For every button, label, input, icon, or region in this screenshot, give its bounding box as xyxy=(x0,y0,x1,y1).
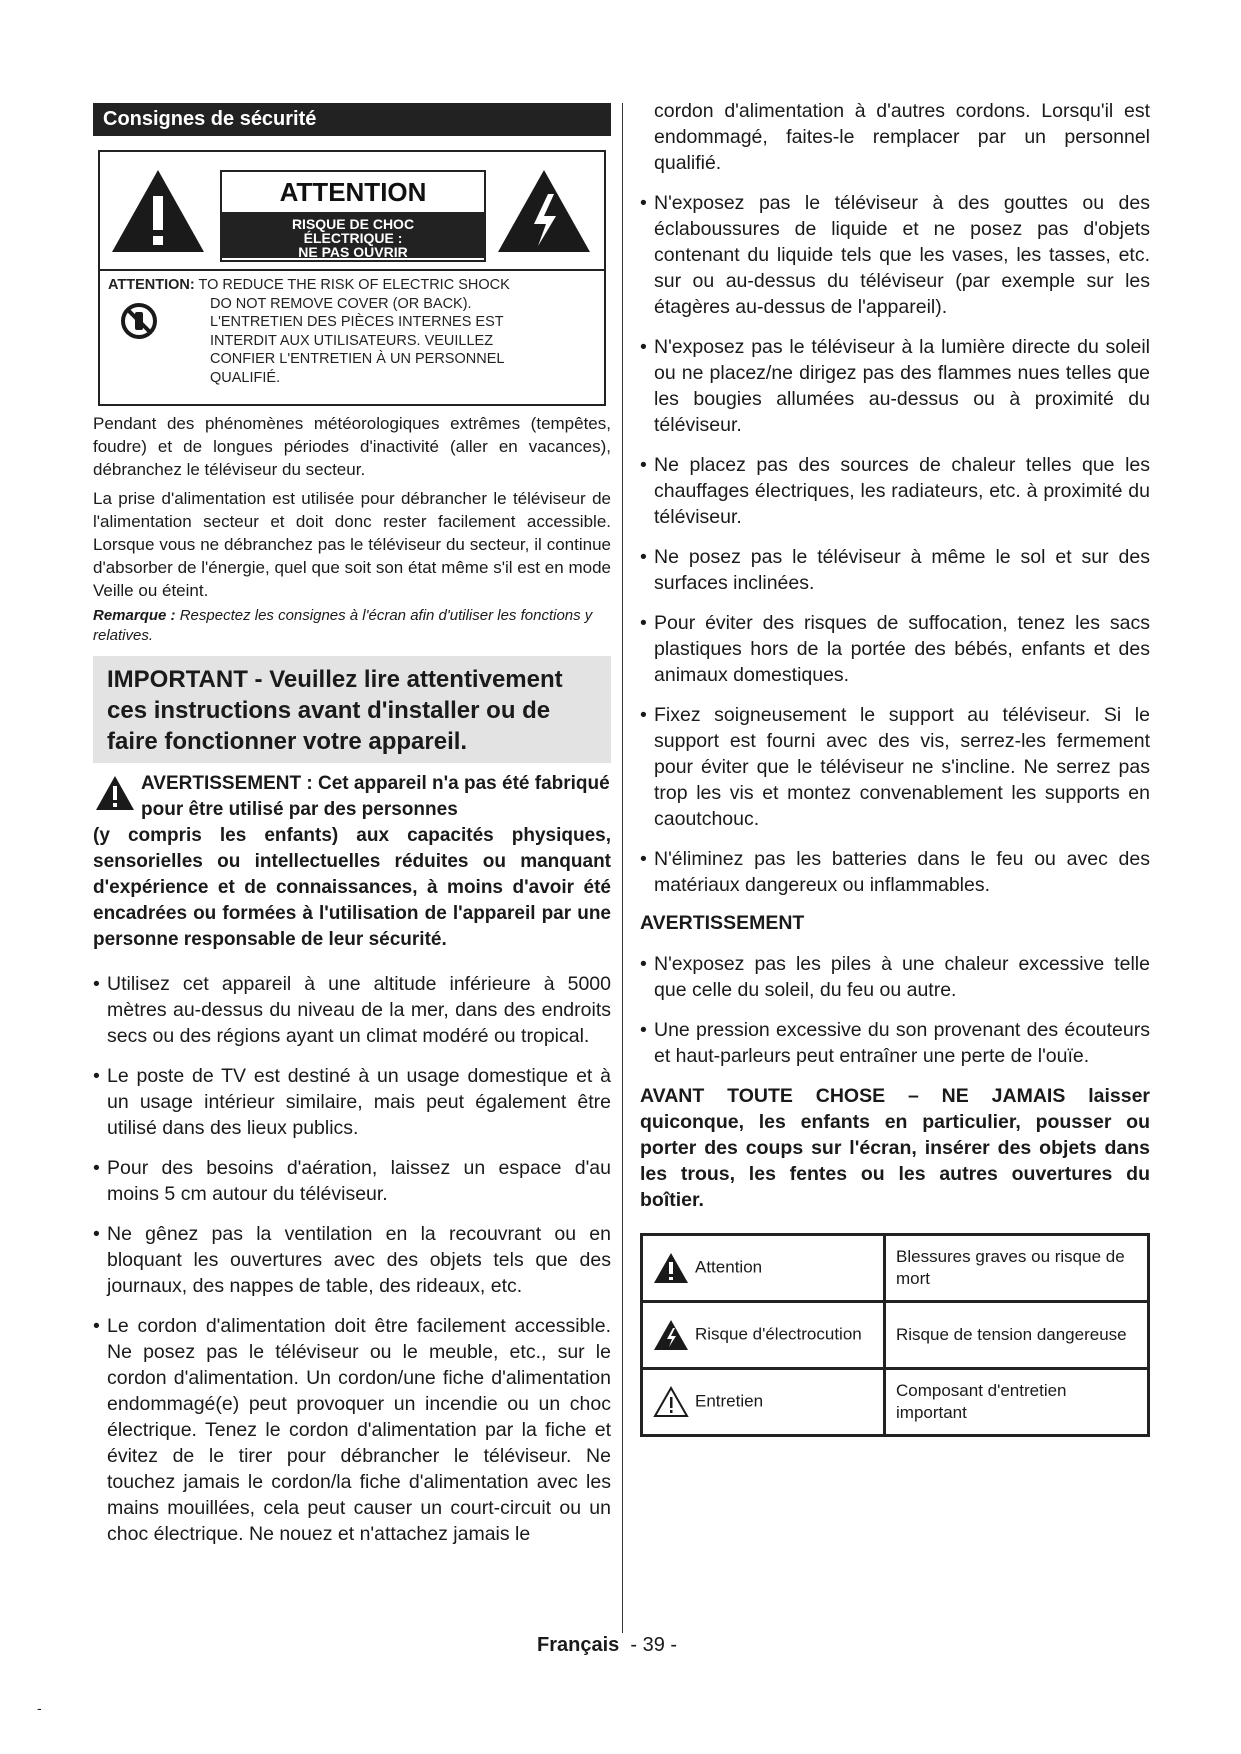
attention-text-line: L'ENTRETIEN DES PIÈCES INTERNES EST xyxy=(210,314,504,330)
list-item: • N'éliminez pas les batteries dans le feu ou avec des matériaux dangereux ou inflammables. xyxy=(640,846,1150,898)
list-item: • Fixez soigneusement le support au téléviseur. Si le support est fourni avec des vis, serrez-les fermement pour éviter que le téléviseur ne s'incline. Ne serrez pas trop les vis et montez convenablement les supports en caoutchouc. xyxy=(640,702,1150,832)
right-column xyxy=(640,98,1150,1437)
column-divider xyxy=(622,103,623,1633)
legend-symbol-cell xyxy=(642,1369,885,1436)
warning-triangle-icon xyxy=(95,775,135,811)
avertissement-paragraph xyxy=(93,771,611,953)
attention-text xyxy=(108,276,596,387)
list-item: • N'exposez pas le téléviseur à la lumière directe du soleil ou ne placez/ne dirigez pas des flammes nues telles que les bougies allumées au-dessus ou à proximité du téléviseur. xyxy=(640,334,1150,438)
exclamation-warning-icon xyxy=(110,168,206,254)
list-item: • Pour des besoins d'aération, laissez un espace d'au moins 5 cm autour du téléviseur. xyxy=(93,1155,611,1207)
warning-triangle-icon xyxy=(653,1252,689,1284)
list-item: • Ne gênez pas la ventilation en la recouvrant ou en bloquant les ouvertures avec des objets tels que des journaux, des nappes de table, des rideaux, etc. xyxy=(93,1221,611,1299)
page-number: - 39 - xyxy=(630,1634,678,1656)
attention-subtitle xyxy=(222,212,484,258)
safety-list-left xyxy=(93,971,611,1547)
list-item: • Utilisez cet appareil à une altitude inférieure à 5000 mètres au-dessus du niveau de la mer, dans des endroits secs ou des régions ayant un climat modéré ou tropical. xyxy=(93,971,611,1049)
legend-label: Entretien xyxy=(695,1391,764,1411)
page-footer xyxy=(537,1634,677,1657)
note-text: Respectez les consignes à l'écran afin d'utiliser les fonctions y relatives. xyxy=(93,607,593,644)
electric-shock-warning-icon xyxy=(496,168,592,254)
footer-language: Français xyxy=(537,1634,620,1656)
legend-symbol-cell xyxy=(642,1235,885,1302)
list-item: • Pour éviter des risques de suffocation, tenez les sacs plastiques hors de la portée des bébés, enfants et des animaux domestiques. xyxy=(640,610,1150,688)
avant-toute-chose-warning: AVANT TOUTE CHOSE – NE JAMAIS laisser quiconque, les enfants en particulier, pousser ou porter des coups sur l'écran, insérer des objets dans les trous, les fentes ou les autres ouvertures du boîtier. xyxy=(640,1085,1150,1211)
note-label: Remarque : xyxy=(93,607,176,624)
safety-list-right xyxy=(640,190,1150,898)
attention-text-line: INTERDIT AUX UTILISATEURS. VEUILLEZ xyxy=(210,332,494,349)
list-item: • Le poste de TV est destiné à un usage domestique et à un usage intérieur similaire, mais peut également être utilisé dans des lieux publics. xyxy=(93,1063,611,1141)
symbol-legend-table xyxy=(640,1233,1150,1437)
attention-sub-line: ÉLECTRIQUE : xyxy=(303,230,403,246)
attention-text-line: QUALIFIÉ. xyxy=(210,369,281,386)
table-row xyxy=(642,1235,1149,1302)
avertissement-heading: AVERTISSEMENT xyxy=(640,912,805,934)
attention-text-line: TO REDUCE THE RISK OF ELECTRIC SHOCK xyxy=(198,277,510,293)
table-row xyxy=(642,1302,1149,1369)
note xyxy=(93,606,611,646)
avertissement-first: AVERTISSEMENT : Cet appareil n'a pas été fabriqué pour être utilisé par des personnes xyxy=(141,773,610,820)
important-notice: IMPORTANT - Veuillez lire attentivement ces instructions avant d'installer ou de faire fonctionner votre appareil. xyxy=(93,656,611,763)
list-item: • N'exposez pas le téléviseur à des gouttes ou des éclaboussures de liquide et ne posez pas d'objets contenant du liquide tels que les vases, les tasses, etc. sur ou au-dessus du téléviseur (par exemple sur les étagères au-dessus de l'appareil). xyxy=(640,190,1150,320)
legend-label: Risque d'électrocution xyxy=(695,1324,862,1344)
attention-label xyxy=(220,170,486,262)
shock-triangle-icon xyxy=(653,1319,689,1351)
warning-divider xyxy=(100,269,604,271)
power-plug-paragraph: La prise d'alimentation est utilisée pour débrancher le téléviseur de l'alimentation secteur et doit donc rester facilement accessible. Lorsque vous ne débranchez pas le téléviseur du secteur, il continue d'absorber de l'énergie, quel que soit son état même s'il est en mode Veille ou éteint. xyxy=(93,489,611,600)
legend-description: Blessures graves ou risque de mort xyxy=(885,1235,1149,1302)
attention-warning-box xyxy=(98,150,606,406)
attention-text-line: CONFIER L'ENTRETIEN À UN PERSONNEL xyxy=(210,351,505,367)
left-column xyxy=(93,103,611,1561)
corner-mark: - xyxy=(37,1700,42,1716)
attention-sub-line: NE PAS OUVRIR xyxy=(298,244,408,260)
legend-symbol-cell xyxy=(642,1302,885,1369)
list-item: • Ne placez pas des sources de chaleur telles que les chauffages électriques, les radiateurs, etc. à proximité du téléviseur. xyxy=(640,452,1150,530)
legend-description: Composant d'entretien important xyxy=(885,1369,1149,1436)
section-title: Consignes de sécurité xyxy=(93,103,611,136)
list-item: • Ne posez pas le téléviseur à même le sol et sur des surfaces inclinées. xyxy=(640,544,1150,596)
list-item: • Une pression excessive du son provenant des écouteurs et haut-parleurs peut entraîner une perte de l'ouïe. xyxy=(640,1017,1150,1069)
legend-description: Risque de tension dangereuse xyxy=(885,1302,1149,1369)
table-row xyxy=(642,1369,1149,1436)
attention-sub-line: RISQUE DE CHOC xyxy=(291,216,415,232)
avertissement-list xyxy=(640,951,1150,1069)
legend-label: Attention xyxy=(695,1257,763,1277)
list-item: • N'exposez pas les piles à une chaleur excessive telle que celle du soleil, du feu ou autre. xyxy=(640,951,1150,1003)
attention-text-line: DO NOT REMOVE COVER (OR BACK). xyxy=(210,295,472,312)
attention-title: ATTENTION xyxy=(279,177,427,207)
outline-triangle-icon xyxy=(653,1386,689,1418)
avertissement-rest: (y compris les enfants) aux capacités physiques, sensorielles ou intellectuelles réduites ou manquant d'expérience et de connaissances, à moins d'avoir été encadrées ou formées à l'utilisation de l'appareil par une personne responsable de leur sécurité. xyxy=(93,825,611,950)
attention-text-label: ATTENTION: xyxy=(108,277,195,293)
list-item: • Le cordon d'alimentation doit être facilement accessible. Ne posez pas le téléviseur ou le meuble, etc., sur le cordon d'alimentation. Un cordon/une fiche d'alimentation endommagé(e) peut provoquer un incendie ou un choc électrique. Tenez le cordon d'alimentation par la fiche et évitez de le tirer pour débrancher le téléviseur. Ne touchez jamais le cordon/la fiche d'alimentation avec les mains mouillées, cela peut causer un court-circuit ou un choc électrique. Ne nouez et n'attachez jamais le xyxy=(93,1313,611,1547)
weather-paragraph: Pendant des phénomènes météorologiques extrêmes (tempêtes, foudre) et de longues périodes d'inactivité (aller en vacances), débranchez le téléviseur du secteur. xyxy=(93,414,611,479)
continued-text: cordon d'alimentation à d'autres cordons. Lorsqu'il est endommagé, faites-le remplacer par un personnel qualifié. xyxy=(654,100,1150,174)
